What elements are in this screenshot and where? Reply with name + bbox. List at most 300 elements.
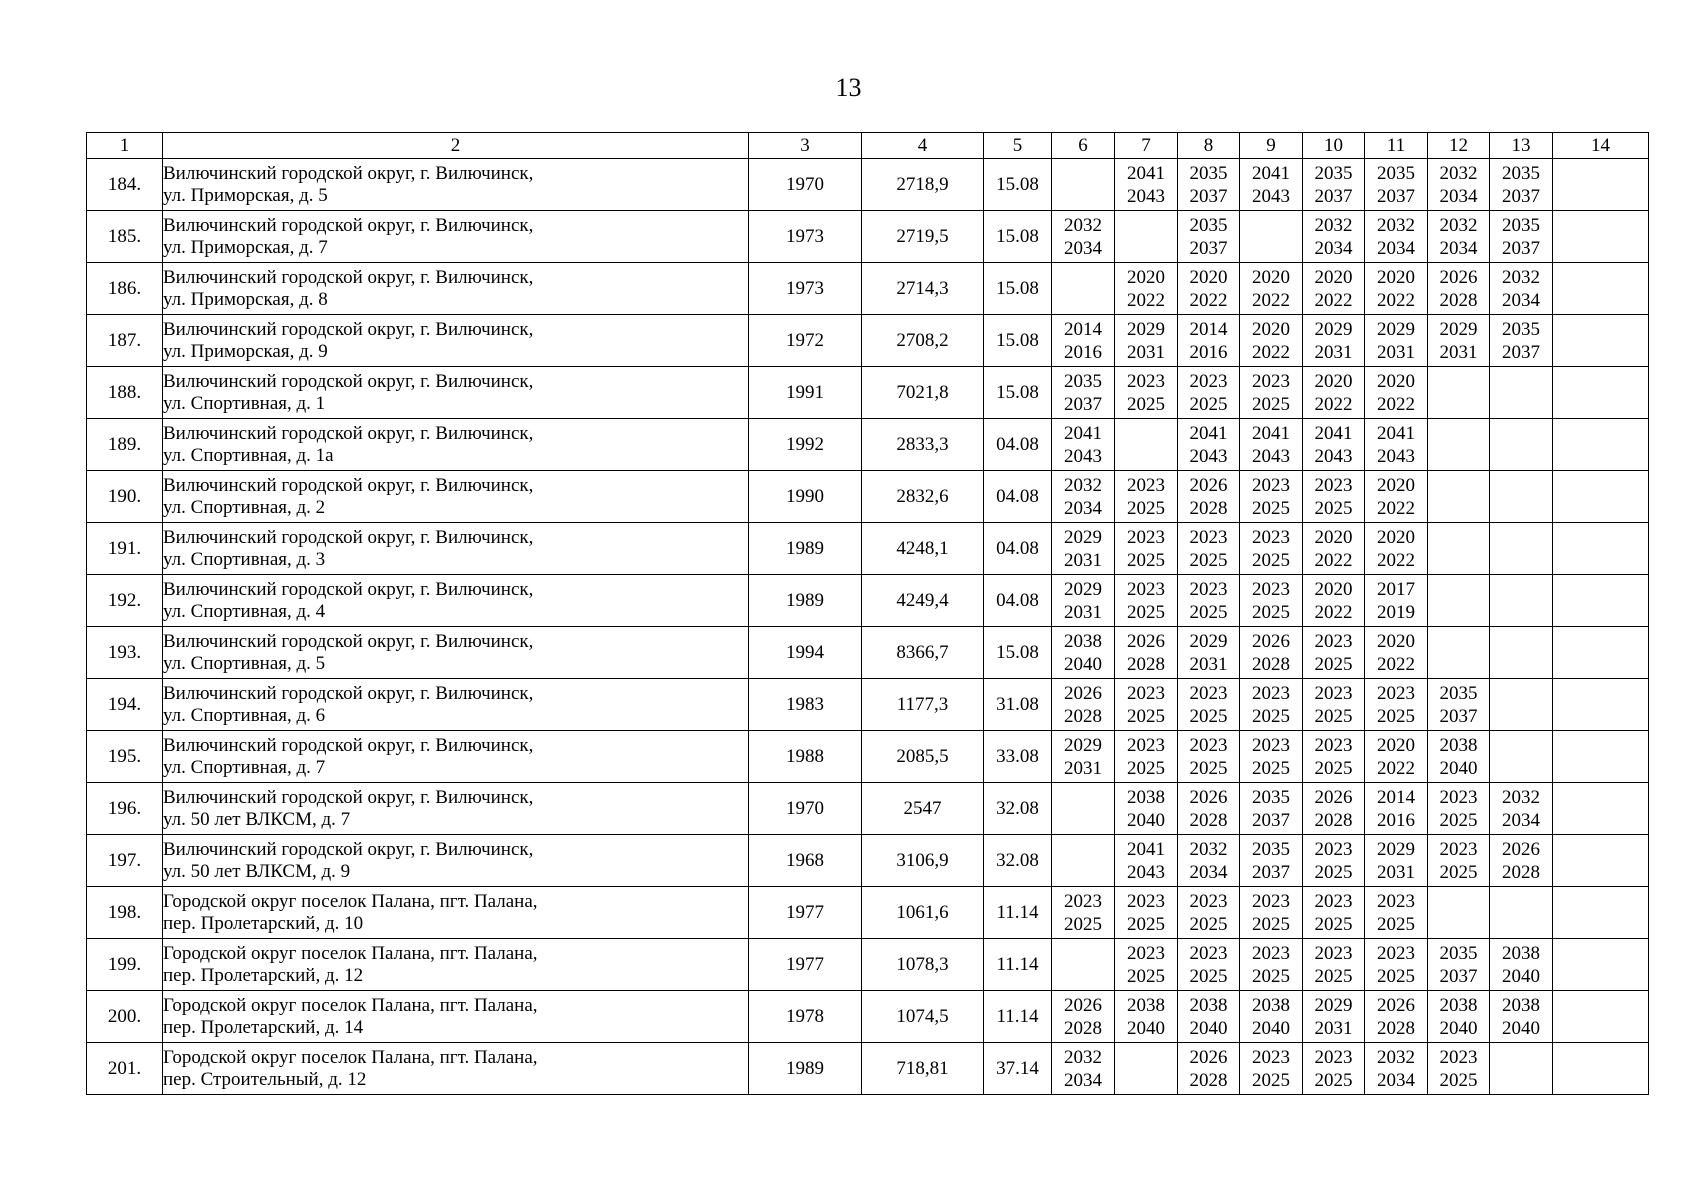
address-line-2: пер. Пролетарский, д. 12 bbox=[163, 964, 364, 986]
period-start-year: 2038 bbox=[1189, 994, 1228, 1016]
period-col-6 bbox=[1052, 211, 1115, 263]
period-start-year: 2020 bbox=[1377, 370, 1415, 392]
period-start-year: 2023 bbox=[1252, 890, 1290, 912]
period-col-6 bbox=[1052, 471, 1115, 523]
period-col-14 bbox=[1553, 575, 1649, 627]
column-number-header-row bbox=[87, 133, 1649, 159]
column-header-5: 5 bbox=[984, 133, 1052, 159]
period-col-7 bbox=[1115, 835, 1178, 887]
period-end-year: 2028 bbox=[1252, 653, 1290, 675]
code: 15.08 bbox=[984, 315, 1052, 367]
period-start-year: 2023 bbox=[1314, 630, 1353, 652]
period-end-year: 2037 bbox=[1439, 705, 1478, 727]
period-col-11 bbox=[1365, 939, 1428, 991]
period-col-14 bbox=[1553, 1043, 1649, 1095]
period-col-11 bbox=[1365, 471, 1428, 523]
period-end-year: 2025 bbox=[1252, 705, 1290, 727]
period-end-year: 2025 bbox=[1314, 913, 1353, 935]
address-cell bbox=[163, 159, 749, 211]
period-col-13 bbox=[1490, 419, 1553, 471]
period-start-year: 2023 bbox=[1377, 942, 1415, 964]
period-col-9 bbox=[1240, 471, 1303, 523]
period-col-7 bbox=[1115, 367, 1178, 419]
area: 3106,9 bbox=[862, 835, 984, 887]
address-cell bbox=[163, 575, 749, 627]
period-end-year: 2022 bbox=[1377, 289, 1415, 311]
period-end-year: 2022 bbox=[1127, 289, 1165, 311]
period-col-10 bbox=[1303, 419, 1365, 471]
period-col-13 bbox=[1490, 783, 1553, 835]
period-col-12 bbox=[1428, 367, 1490, 419]
period-col-11 bbox=[1365, 419, 1428, 471]
period-col-9 bbox=[1240, 263, 1303, 315]
year-built: 1989 bbox=[749, 523, 862, 575]
year-built: 1972 bbox=[749, 315, 862, 367]
period-col-12 bbox=[1428, 471, 1490, 523]
period-col-8 bbox=[1178, 783, 1240, 835]
address-line-2: ул. Спортивная, д. 1 bbox=[163, 392, 326, 414]
address-line-2: ул. Спортивная, д. 2 bbox=[163, 496, 326, 518]
period-col-13 bbox=[1490, 471, 1553, 523]
period-start-year: 2023 bbox=[1314, 734, 1353, 756]
period-col-9 bbox=[1240, 731, 1303, 783]
period-end-year: 2028 bbox=[1439, 289, 1478, 311]
period-end-year: 2031 bbox=[1314, 1017, 1353, 1039]
period-col-6 bbox=[1052, 887, 1115, 939]
period-col-14 bbox=[1553, 419, 1649, 471]
period-col-6 bbox=[1052, 575, 1115, 627]
period-end-year: 2034 bbox=[1439, 237, 1478, 259]
period-start-year: 2038 bbox=[1439, 734, 1478, 756]
address-cell bbox=[163, 835, 749, 887]
area: 7021,8 bbox=[862, 367, 984, 419]
period-start-year: 2023 bbox=[1127, 942, 1165, 964]
area: 2547 bbox=[862, 783, 984, 835]
period-end-year: 2028 bbox=[1064, 1017, 1102, 1039]
period-end-year: 2031 bbox=[1377, 861, 1415, 883]
period-col-9 bbox=[1240, 523, 1303, 575]
table-row bbox=[87, 263, 1649, 315]
year-built: 1988 bbox=[749, 731, 862, 783]
period-end-year: 2025 bbox=[1314, 757, 1353, 779]
period-col-6 bbox=[1052, 939, 1115, 991]
period-col-10 bbox=[1303, 627, 1365, 679]
period-start-year: 2026 bbox=[1189, 786, 1228, 808]
period-end-year: 2025 bbox=[1377, 913, 1415, 935]
period-col-13 bbox=[1490, 627, 1553, 679]
period-col-8 bbox=[1178, 627, 1240, 679]
address-cell bbox=[163, 263, 749, 315]
period-end-year: 2025 bbox=[1252, 601, 1290, 623]
column-header-14: 14 bbox=[1553, 133, 1649, 159]
period-start-year: 2023 bbox=[1127, 474, 1165, 496]
period-end-year: 2031 bbox=[1314, 341, 1353, 363]
address-line-2: ул. Спортивная, д. 1а bbox=[163, 444, 334, 466]
period-end-year: 2043 bbox=[1127, 861, 1165, 883]
year-built: 1989 bbox=[749, 1043, 862, 1095]
year-built: 1973 bbox=[749, 263, 862, 315]
period-start-year: 2029 bbox=[1439, 318, 1478, 340]
code: 11.14 bbox=[984, 991, 1052, 1043]
period-start-year: 2023 bbox=[1189, 370, 1228, 392]
period-col-8 bbox=[1178, 679, 1240, 731]
period-start-year: 2023 bbox=[1314, 942, 1353, 964]
address-cell bbox=[163, 367, 749, 419]
period-col-11 bbox=[1365, 315, 1428, 367]
year-built: 1991 bbox=[749, 367, 862, 419]
period-start-year: 2023 bbox=[1189, 526, 1228, 548]
period-col-7 bbox=[1115, 887, 1178, 939]
row-number: 191. bbox=[87, 523, 163, 575]
period-col-11 bbox=[1365, 159, 1428, 211]
period-end-year: 2031 bbox=[1064, 601, 1102, 623]
period-col-9 bbox=[1240, 159, 1303, 211]
period-col-13 bbox=[1490, 263, 1553, 315]
period-start-year: 2038 bbox=[1127, 994, 1165, 1016]
year-built: 1970 bbox=[749, 159, 862, 211]
table-row bbox=[87, 679, 1649, 731]
period-start-year: 2020 bbox=[1377, 630, 1415, 652]
period-col-11 bbox=[1365, 367, 1428, 419]
period-col-9 bbox=[1240, 1043, 1303, 1095]
period-start-year: 2023 bbox=[1377, 890, 1415, 912]
period-start-year: 2035 bbox=[1252, 786, 1290, 808]
code: 37.14 bbox=[984, 1043, 1052, 1095]
address-cell bbox=[163, 211, 749, 263]
period-start-year: 2020 bbox=[1127, 266, 1165, 288]
period-start-year: 2026 bbox=[1314, 786, 1353, 808]
period-col-13 bbox=[1490, 523, 1553, 575]
period-end-year: 2031 bbox=[1127, 341, 1165, 363]
table-row bbox=[87, 887, 1649, 939]
period-end-year: 2016 bbox=[1377, 809, 1415, 831]
period-col-13 bbox=[1490, 159, 1553, 211]
period-start-year: 2041 bbox=[1127, 162, 1165, 184]
period-col-7 bbox=[1115, 419, 1178, 471]
housing-repair-schedule-table bbox=[86, 132, 1649, 1095]
period-col-14 bbox=[1553, 315, 1649, 367]
period-start-year: 2026 bbox=[1252, 630, 1290, 652]
address-cell bbox=[163, 679, 749, 731]
period-end-year: 2025 bbox=[1127, 913, 1165, 935]
address-line-2: ул. Приморская, д. 7 bbox=[163, 236, 328, 258]
table-row bbox=[87, 315, 1649, 367]
period-start-year: 2029 bbox=[1314, 318, 1353, 340]
period-end-year: 2025 bbox=[1439, 1069, 1478, 1091]
period-start-year: 2026 bbox=[1189, 1046, 1228, 1068]
period-start-year: 2023 bbox=[1189, 942, 1228, 964]
address-line-2: ул. Спортивная, д. 5 bbox=[163, 652, 326, 674]
period-col-14 bbox=[1553, 523, 1649, 575]
address-cell bbox=[163, 731, 749, 783]
period-start-year: 2029 bbox=[1064, 578, 1102, 600]
period-col-12 bbox=[1428, 211, 1490, 263]
period-col-13 bbox=[1490, 939, 1553, 991]
period-col-8 bbox=[1178, 731, 1240, 783]
period-end-year: 2031 bbox=[1377, 341, 1415, 363]
address-cell bbox=[163, 783, 749, 835]
period-end-year: 2043 bbox=[1064, 445, 1102, 467]
period-col-12 bbox=[1428, 627, 1490, 679]
period-end-year: 2025 bbox=[1064, 913, 1102, 935]
period-start-year: 2032 bbox=[1064, 1046, 1102, 1068]
column-header-4: 4 bbox=[862, 133, 984, 159]
table-row bbox=[87, 1043, 1649, 1095]
period-col-12 bbox=[1428, 1043, 1490, 1095]
area: 2708,2 bbox=[862, 315, 984, 367]
period-end-year: 2043 bbox=[1377, 445, 1415, 467]
address-cell bbox=[163, 523, 749, 575]
period-col-13 bbox=[1490, 575, 1553, 627]
area: 4249,4 bbox=[862, 575, 984, 627]
address-cell bbox=[163, 887, 749, 939]
period-col-12 bbox=[1428, 159, 1490, 211]
period-start-year: 2041 bbox=[1064, 422, 1102, 444]
period-start-year: 2035 bbox=[1439, 942, 1478, 964]
period-end-year: 2025 bbox=[1127, 497, 1165, 519]
period-start-year: 2023 bbox=[1127, 526, 1165, 548]
row-number: 187. bbox=[87, 315, 163, 367]
period-end-year: 2043 bbox=[1189, 445, 1228, 467]
period-col-10 bbox=[1303, 835, 1365, 887]
row-number: 199. bbox=[87, 939, 163, 991]
address-cell bbox=[163, 627, 749, 679]
period-start-year: 2023 bbox=[1252, 526, 1290, 548]
period-col-10 bbox=[1303, 1043, 1365, 1095]
period-col-8 bbox=[1178, 419, 1240, 471]
period-end-year: 2025 bbox=[1314, 1069, 1353, 1091]
period-col-12 bbox=[1428, 315, 1490, 367]
period-end-year: 2025 bbox=[1314, 497, 1353, 519]
period-col-8 bbox=[1178, 523, 1240, 575]
period-start-year: 2020 bbox=[1252, 318, 1290, 340]
address-line-1: Вилючинский городской округ, г. Вилючинск, bbox=[163, 370, 534, 392]
period-col-6 bbox=[1052, 315, 1115, 367]
period-col-12 bbox=[1428, 783, 1490, 835]
period-start-year: 2020 bbox=[1314, 578, 1353, 600]
column-header-7: 7 bbox=[1115, 133, 1178, 159]
period-end-year: 2016 bbox=[1064, 341, 1102, 363]
period-end-year: 2025 bbox=[1439, 809, 1478, 831]
period-col-9 bbox=[1240, 627, 1303, 679]
period-col-6 bbox=[1052, 731, 1115, 783]
period-col-14 bbox=[1553, 679, 1649, 731]
code: 15.08 bbox=[984, 211, 1052, 263]
period-start-year: 2032 bbox=[1377, 1046, 1415, 1068]
code: 15.08 bbox=[984, 159, 1052, 211]
table-row bbox=[87, 991, 1649, 1043]
year-built: 1973 bbox=[749, 211, 862, 263]
period-col-11 bbox=[1365, 731, 1428, 783]
period-start-year: 2032 bbox=[1502, 786, 1540, 808]
year-built: 1977 bbox=[749, 939, 862, 991]
period-col-10 bbox=[1303, 731, 1365, 783]
period-start-year: 2023 bbox=[1252, 734, 1290, 756]
period-col-11 bbox=[1365, 887, 1428, 939]
year-built: 1978 bbox=[749, 991, 862, 1043]
period-start-year: 2038 bbox=[1502, 942, 1540, 964]
period-col-13 bbox=[1490, 315, 1553, 367]
year-built: 1968 bbox=[749, 835, 862, 887]
row-number: 196. bbox=[87, 783, 163, 835]
period-start-year: 2023 bbox=[1064, 890, 1102, 912]
period-col-10 bbox=[1303, 679, 1365, 731]
period-col-10 bbox=[1303, 159, 1365, 211]
period-col-8 bbox=[1178, 835, 1240, 887]
period-col-6 bbox=[1052, 679, 1115, 731]
period-end-year: 2025 bbox=[1127, 965, 1165, 987]
period-end-year: 2031 bbox=[1064, 757, 1102, 779]
period-end-year: 2025 bbox=[1377, 965, 1415, 987]
period-start-year: 2026 bbox=[1127, 630, 1165, 652]
period-end-year: 2034 bbox=[1064, 237, 1102, 259]
period-col-8 bbox=[1178, 575, 1240, 627]
period-end-year: 2025 bbox=[1189, 549, 1228, 571]
row-number: 194. bbox=[87, 679, 163, 731]
period-col-8 bbox=[1178, 1043, 1240, 1095]
period-end-year: 2034 bbox=[1502, 289, 1540, 311]
row-number: 190. bbox=[87, 471, 163, 523]
period-start-year: 2041 bbox=[1189, 422, 1228, 444]
period-start-year: 2032 bbox=[1439, 162, 1478, 184]
period-start-year: 2029 bbox=[1189, 630, 1228, 652]
period-col-14 bbox=[1553, 263, 1649, 315]
period-end-year: 2025 bbox=[1252, 393, 1290, 415]
period-end-year: 2037 bbox=[1314, 185, 1353, 207]
period-start-year: 2026 bbox=[1502, 838, 1540, 860]
area: 718,81 bbox=[862, 1043, 984, 1095]
period-start-year: 2023 bbox=[1377, 682, 1415, 704]
period-start-year: 2035 bbox=[1252, 838, 1290, 860]
period-col-8 bbox=[1178, 939, 1240, 991]
period-col-13 bbox=[1490, 211, 1553, 263]
period-col-10 bbox=[1303, 471, 1365, 523]
row-number: 184. bbox=[87, 159, 163, 211]
table-row bbox=[87, 731, 1649, 783]
area: 1177,3 bbox=[862, 679, 984, 731]
period-start-year: 2032 bbox=[1314, 214, 1353, 236]
period-col-10 bbox=[1303, 575, 1365, 627]
period-col-6 bbox=[1052, 367, 1115, 419]
code: 04.08 bbox=[984, 419, 1052, 471]
year-built: 1977 bbox=[749, 887, 862, 939]
period-start-year: 2029 bbox=[1127, 318, 1165, 340]
column-header-11: 11 bbox=[1365, 133, 1428, 159]
period-col-12 bbox=[1428, 523, 1490, 575]
period-start-year: 2032 bbox=[1377, 214, 1415, 236]
period-col-7 bbox=[1115, 523, 1178, 575]
period-start-year: 2023 bbox=[1252, 370, 1290, 392]
period-start-year: 2026 bbox=[1189, 474, 1228, 496]
period-end-year: 2022 bbox=[1314, 549, 1353, 571]
table-row bbox=[87, 783, 1649, 835]
period-end-year: 2025 bbox=[1189, 757, 1228, 779]
column-header-3: 3 bbox=[749, 133, 862, 159]
period-col-8 bbox=[1178, 315, 1240, 367]
period-end-year: 2028 bbox=[1377, 1017, 1415, 1039]
period-start-year: 2038 bbox=[1502, 994, 1540, 1016]
period-col-14 bbox=[1553, 939, 1649, 991]
address-line-1: Вилючинский городской округ, г. Вилючинск, bbox=[163, 266, 534, 288]
table-body bbox=[87, 159, 1649, 1095]
period-col-12 bbox=[1428, 939, 1490, 991]
period-col-8 bbox=[1178, 159, 1240, 211]
period-col-7 bbox=[1115, 783, 1178, 835]
period-col-9 bbox=[1240, 419, 1303, 471]
period-start-year: 2032 bbox=[1502, 266, 1540, 288]
period-col-7 bbox=[1115, 991, 1178, 1043]
period-end-year: 2028 bbox=[1189, 809, 1228, 831]
period-end-year: 2037 bbox=[1252, 861, 1290, 883]
period-col-10 bbox=[1303, 523, 1365, 575]
period-col-10 bbox=[1303, 939, 1365, 991]
period-start-year: 2023 bbox=[1127, 370, 1165, 392]
period-col-12 bbox=[1428, 731, 1490, 783]
address-line-1: Городской округ поселок Палана, пгт. Палана, bbox=[163, 1046, 538, 1068]
period-start-year: 2020 bbox=[1189, 266, 1228, 288]
period-end-year: 2040 bbox=[1502, 1017, 1540, 1039]
address-cell bbox=[163, 471, 749, 523]
period-start-year: 2023 bbox=[1252, 578, 1290, 600]
column-header-8: 8 bbox=[1178, 133, 1240, 159]
address-line-1: Вилючинский городской округ, г. Вилючинск, bbox=[163, 578, 534, 600]
period-start-year: 2029 bbox=[1064, 526, 1102, 548]
year-built: 1990 bbox=[749, 471, 862, 523]
table-row bbox=[87, 835, 1649, 887]
period-start-year: 2023 bbox=[1252, 942, 1290, 964]
address-line-2: ул. Спортивная, д. 4 bbox=[163, 600, 326, 622]
area: 4248,1 bbox=[862, 523, 984, 575]
code: 11.14 bbox=[984, 887, 1052, 939]
period-end-year: 2037 bbox=[1439, 965, 1478, 987]
period-col-14 bbox=[1553, 367, 1649, 419]
period-start-year: 2038 bbox=[1127, 786, 1165, 808]
period-end-year: 2022 bbox=[1189, 289, 1228, 311]
period-col-9 bbox=[1240, 575, 1303, 627]
period-col-10 bbox=[1303, 263, 1365, 315]
period-end-year: 2040 bbox=[1189, 1017, 1228, 1039]
period-end-year: 2022 bbox=[1377, 497, 1415, 519]
period-end-year: 2040 bbox=[1127, 1017, 1165, 1039]
period-col-14 bbox=[1553, 783, 1649, 835]
period-col-6 bbox=[1052, 627, 1115, 679]
address-line-2: ул. Спортивная, д. 3 bbox=[163, 548, 326, 570]
period-col-8 bbox=[1178, 887, 1240, 939]
period-col-12 bbox=[1428, 991, 1490, 1043]
year-built: 1970 bbox=[749, 783, 862, 835]
period-col-14 bbox=[1553, 991, 1649, 1043]
address-line-2: ул. Приморская, д. 8 bbox=[163, 288, 328, 310]
period-col-7 bbox=[1115, 1043, 1178, 1095]
period-col-12 bbox=[1428, 263, 1490, 315]
period-end-year: 2019 bbox=[1377, 601, 1415, 623]
period-start-year: 2023 bbox=[1189, 734, 1228, 756]
period-col-8 bbox=[1178, 263, 1240, 315]
period-col-11 bbox=[1365, 627, 1428, 679]
row-number: 200. bbox=[87, 991, 163, 1043]
period-start-year: 2020 bbox=[1314, 370, 1353, 392]
period-end-year: 2025 bbox=[1314, 965, 1353, 987]
year-built: 1983 bbox=[749, 679, 862, 731]
code: 11.14 bbox=[984, 939, 1052, 991]
period-end-year: 2037 bbox=[1064, 393, 1102, 415]
period-end-year: 2025 bbox=[1252, 549, 1290, 571]
period-end-year: 2043 bbox=[1252, 185, 1290, 207]
period-end-year: 2034 bbox=[1439, 185, 1478, 207]
period-col-9 bbox=[1240, 783, 1303, 835]
table-row bbox=[87, 471, 1649, 523]
period-end-year: 2025 bbox=[1189, 705, 1228, 727]
